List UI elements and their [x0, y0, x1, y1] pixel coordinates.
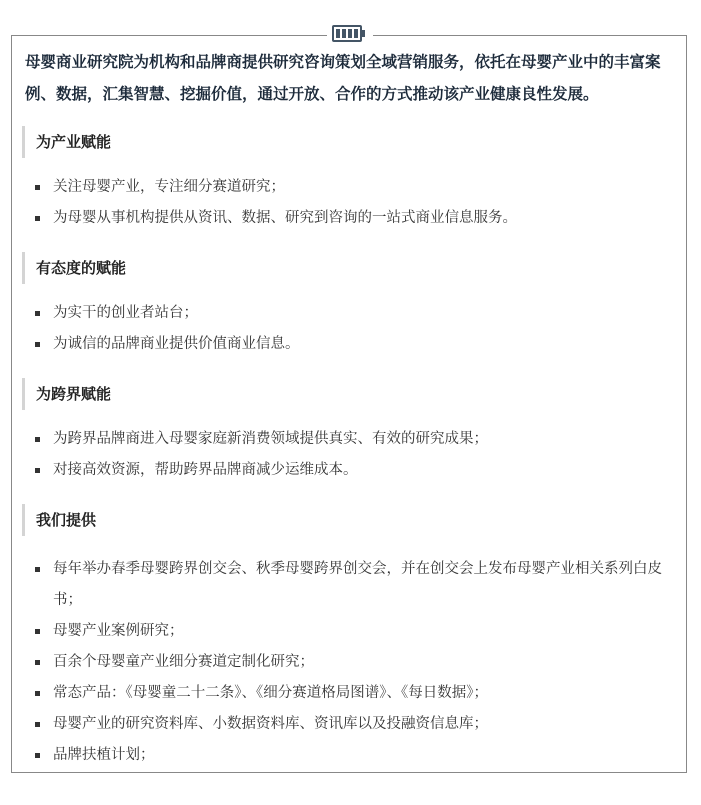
list-item-text: 为诚信的品牌商业提供价值商业信息。: [53, 336, 300, 352]
bullet-icon: [35, 691, 40, 696]
list-item: [22, 172, 672, 203]
bullet-icon: [35, 468, 40, 473]
battery-cell: [336, 29, 340, 38]
list-item: [22, 554, 672, 616]
list-item-text: 母婴产业案例研究；: [53, 623, 184, 639]
section-industry-empowerment: [22, 126, 672, 234]
battery-cell: [348, 29, 352, 38]
list-item: [22, 647, 672, 678]
bullet-icon: [35, 753, 40, 758]
bullet-icon: [35, 185, 40, 190]
list-item: [22, 709, 672, 740]
list-item: [22, 616, 672, 647]
bullet-icon: [35, 216, 40, 221]
section-title: 我们提供: [22, 504, 672, 536]
bullet-icon: [35, 629, 40, 634]
list-item-text: 为母婴从事机构提供从资讯、数据、研究到咨询的一站式商业信息服务。: [53, 210, 517, 226]
list-item: [22, 329, 672, 360]
bullet-icon: [35, 311, 40, 316]
battery-icon: [332, 25, 362, 42]
list-item-text: 为实干的创业者站台；: [53, 305, 198, 321]
bullet-icon: [35, 722, 40, 727]
bullet-icon: [35, 437, 40, 442]
list-item: [22, 424, 672, 455]
bullet-list: [22, 424, 672, 486]
list-item-text: 常态产品：《母婴童二十二条》、《细分赛道格局图谱》、《每日数据》；: [53, 685, 488, 701]
section-we-provide: [22, 504, 672, 771]
list-item: [22, 203, 672, 234]
section-crossover-empowerment: [22, 378, 672, 486]
list-item-text: 每年举办春季母婴跨界创交会、秋季母婴跨界创交会，并在创交会上发布母婴产业相关系列白皮书；: [53, 561, 662, 608]
section-attitude-empowerment: [22, 252, 672, 360]
intro-paragraph: 母婴商业研究院为机构和品牌商提供研究咨询策划全域营销服务，依托在母婴产业中的丰富案例、数据，汇集智慧、挖掘价值，通过开放、合作的方式推动该产业健康良性发展。: [25, 53, 661, 103]
list-item: [22, 740, 672, 771]
list-item-text: 百余个母婴童产业细分赛道定制化研究；: [53, 654, 314, 670]
section-title: 为产业赋能: [22, 126, 672, 158]
list-item-text: 母婴产业的研究资料库、小数据资料库、资讯库以及投融资信息库；: [53, 716, 488, 732]
list-item-text: 为跨界品牌商进入母婴家庭新消费领域提供真实、有效的研究成果；: [53, 431, 488, 447]
list-item: [22, 678, 672, 709]
battery-tip: [362, 30, 365, 37]
section-title: 为跨界赋能: [22, 378, 672, 410]
list-item: [22, 298, 672, 329]
list-item-text: 对接高效资源，帮助跨界品牌商减少运维成本。: [53, 462, 358, 478]
bullet-icon: [35, 660, 40, 665]
bullet-icon: [35, 567, 40, 572]
bullet-list: [22, 172, 672, 234]
battery-cell: [354, 29, 358, 38]
section-title: 有态度的赋能: [22, 252, 672, 284]
list-item-text: 品牌扶植计划；: [53, 747, 155, 763]
bullet-list: [22, 554, 672, 771]
bullet-icon: [35, 342, 40, 347]
battery-cell: [342, 29, 346, 38]
bullet-list: [22, 298, 672, 360]
list-item-text: 关注母婴产业，专注细分赛道研究；: [53, 179, 285, 195]
list-item: [22, 455, 672, 486]
